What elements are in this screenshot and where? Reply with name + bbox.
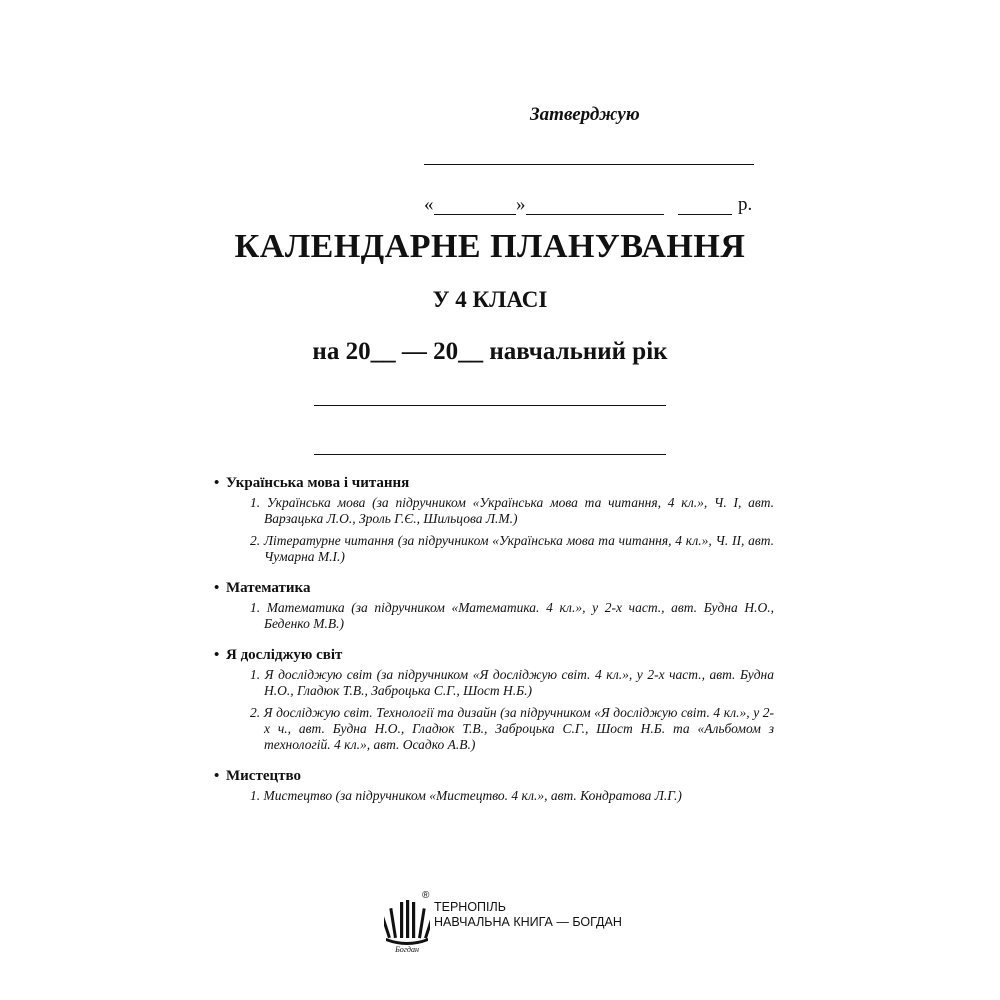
textbook-item: 2. Літературне читання (за підручником «Українська мова та читання, 4 кл.», Ч. ІІ, авт. Чумарна М.І.) [250,533,774,564]
bullet-icon: • [214,475,220,491]
class-title: У 4 КЛАСІ [432,287,548,312]
date-year-suffix: р. [738,194,753,215]
publisher-city: ТЕРНОПІЛЬ [434,900,506,914]
subject-math [214,579,774,632]
subject-heading [214,474,774,492]
textbook-item: 1. Українська мова (за підручником «Українська мова та читання, 4 кл.», Ч. І, авт. Варзацька Л.О., Зроль Г.Є., Шильцова Л.М.) [250,495,774,526]
date-close-quote: » [516,194,526,215]
subject-heading [214,767,774,785]
registered-mark: ® [422,890,430,901]
publisher-info [434,900,622,930]
school-year-title: на 20__ — 20__ навчальний рік [312,338,668,365]
bogdan-books-logo-icon [384,894,430,954]
bullet-icon: • [214,580,220,596]
subjects-list [214,474,774,818]
subject-world [214,646,774,753]
textbook-item: 1. Математика (за підручником «Математика. 4 кл.», у 2-х част., авт. Будна Н.О., Беденко М.В.) [250,600,774,631]
approval-date-row [424,194,764,222]
page-title: КАЛЕНДАРНЕ ПЛАНУВАННЯ [234,228,746,265]
date-day-line [434,214,516,215]
bullet-icon: • [214,768,220,784]
publisher-name: НАВЧАЛЬНА КНИГА — БОГДАН [434,915,622,929]
bullet-icon: • [214,647,220,663]
subject-ukrainian [214,474,774,565]
blank-line-2 [314,454,666,455]
approval-label: Затверджую [530,104,640,125]
date-month-line [526,214,664,215]
subject-heading [214,579,774,597]
subject-name: Я досліджую світ [226,647,343,663]
logo-text: Богдан [395,945,419,954]
subject-name: Математика [226,580,311,596]
signature-line [424,164,754,165]
subject-heading [214,646,774,664]
date-open-quote: « [424,194,434,215]
subject-name: Мистецтво [226,768,301,784]
date-year-line [678,214,732,215]
blank-line-1 [314,405,666,406]
subject-name: Українська мова і читання [226,475,410,491]
textbook-item: 1. Мистецтво (за підручником «Мистецтво. 4 кл.», авт. Кондратова Л.Г.) [250,788,682,803]
textbook-item: 1. Я досліджую світ (за підручником «Я досліджую світ. 4 кл.», у 2-х част., авт. Будна Н.О., Гладюк Т.В., Заброцька С.Г., Шост Н.Б.) [250,667,774,698]
textbook-item: 2. Я досліджую світ. Технології та дизайн (за підручником «Я досліджую світ. 4 кл.», у 2-х ч., авт. Будна Н.О., Гладюк Т.В., Заброцька С.Г., Шост Н.Б. та «Альбомом з технологій. 4 кл.», авт. Осадко А.В.) [250,705,774,752]
subject-art [214,767,774,804]
